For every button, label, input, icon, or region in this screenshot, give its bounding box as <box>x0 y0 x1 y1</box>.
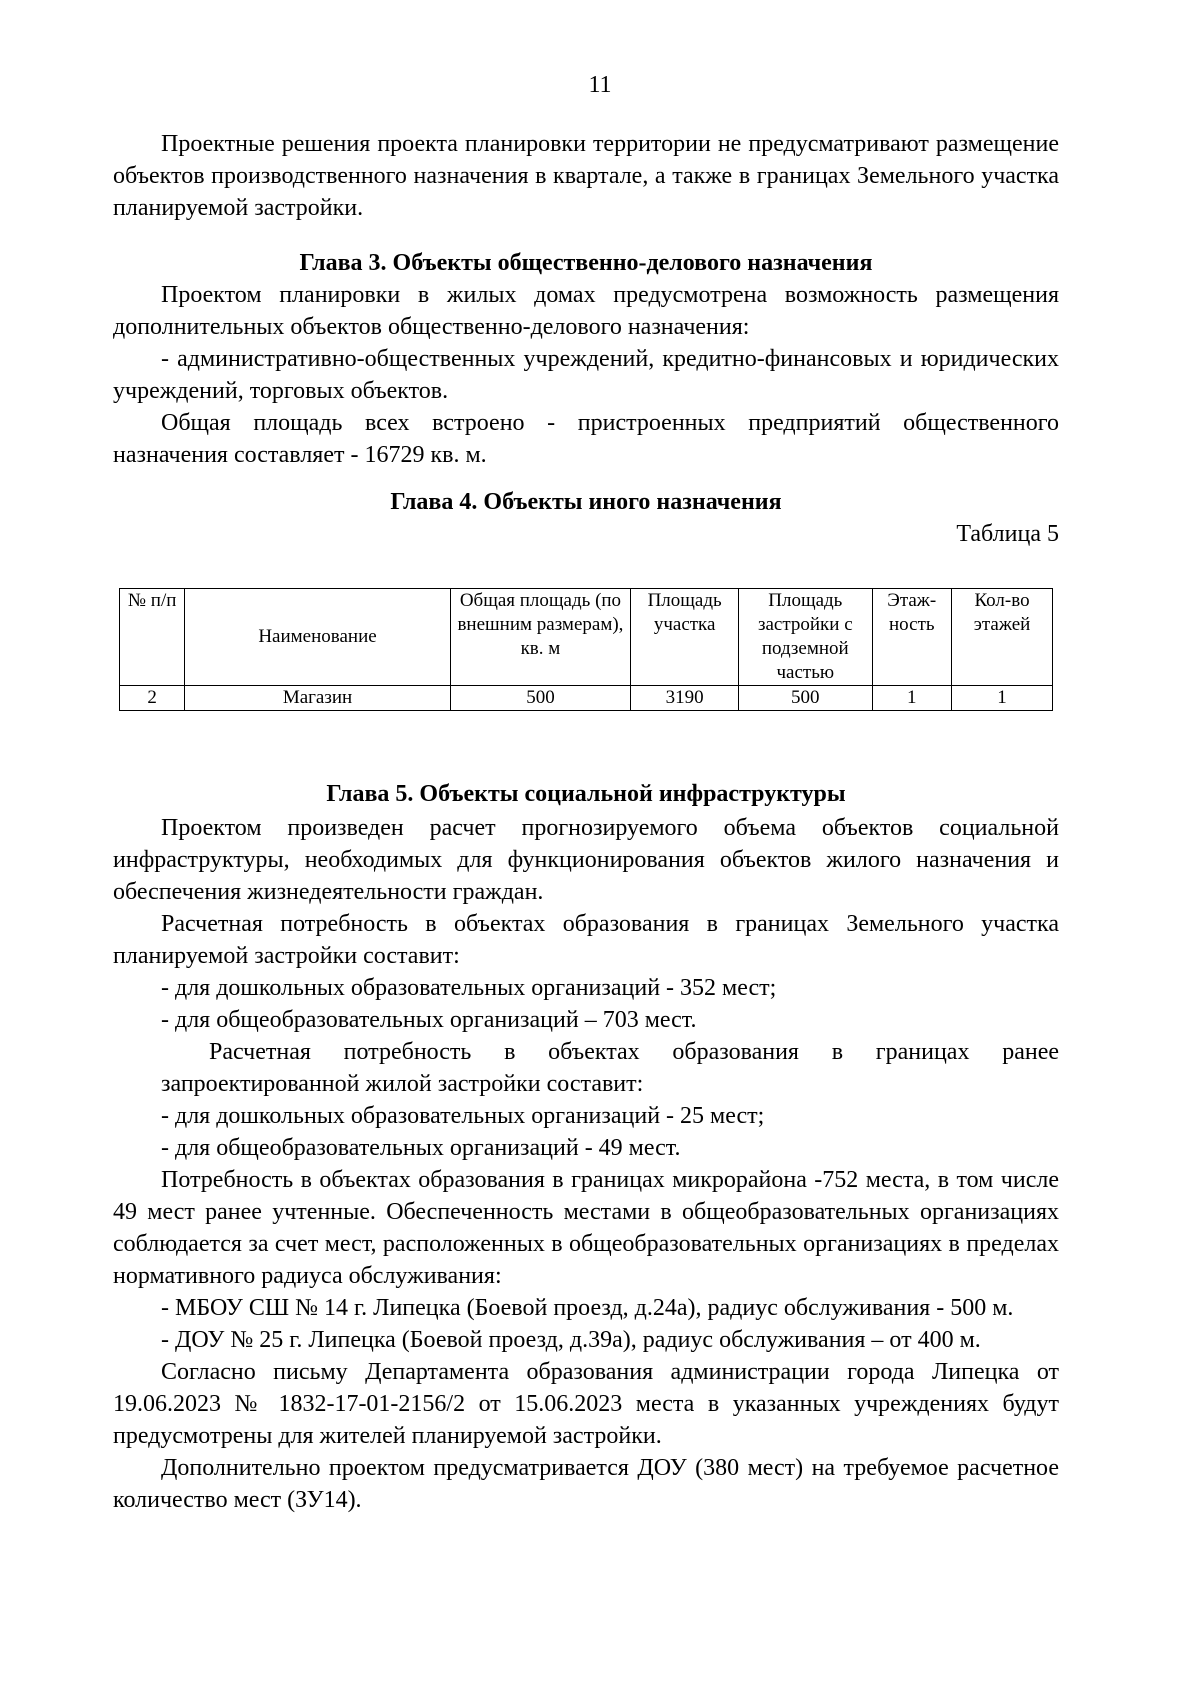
intro-paragraph: Проектные решения проекта планировки территории не предусматривают размещение объектов производственного назначения в квартале, а также в границах Земельного участка планируемой застройки. <box>113 131 1059 221</box>
cell-storeys: 1 <box>872 686 952 711</box>
header-floors-count: Кол-во этажей <box>952 589 1053 686</box>
chapter5-paragraph-5: - МБОУ СШ № 14 г. Липецка (Боевой проезд, д.24а), радиус обслуживания - 500 м. <box>161 1295 1014 1321</box>
chapter3-paragraph-3: Общая площадь всех встроено - пристроенных предприятий общественного назначения составляет - 16729 кв. м. <box>113 410 1059 468</box>
cell-name: Магазин <box>185 686 450 711</box>
objects-table <box>119 588 1053 711</box>
chapter5-paragraph-7: Согласно письму Департамента образования администрации города Липецка от 19.06.2023 № 1832-17-01-2156/2 от 15.06.2023 места в указанных учреждениях будут предусмотрены для жителей планируемой застройки. <box>113 1359 1059 1449</box>
page-number: 11 <box>588 72 612 98</box>
header-plot-area: Площадь участка <box>631 589 739 686</box>
header-built-area: Площадь застройки с подземной частью <box>739 589 872 686</box>
cell-built-area: 500 <box>739 686 872 711</box>
header-name: Наименование <box>185 589 450 686</box>
chapter5-paragraph-8: Дополнительно проектом предусматривается ДОУ (380 мест) на требуемое расчетное количество мест (ЗУ14). <box>113 1455 1059 1513</box>
chapter4-title: Глава 4. Объекты иного назначения <box>390 489 782 515</box>
cell-total-area: 500 <box>450 686 630 711</box>
chapter3-paragraph-1: Проектом планировки в жилых домах предусмотрена возможность размещения дополнительных объектов общественно-делового назначения: <box>113 282 1059 340</box>
table-row <box>120 686 1053 711</box>
list-item: - для общеобразовательных организаций - 49 мест. <box>161 1135 681 1161</box>
list-item: - для дошкольных образовательных организаций - 352 мест; <box>161 975 777 1001</box>
chapter3-body <box>113 279 1059 471</box>
chapter5-paragraph-3: Расчетная потребность в объектах образования в границах ранее запроектированной жилой застройки составит: <box>161 1039 1059 1097</box>
chapter5-paragraph-2: Расчетная потребность в объектах образования в границах Земельного участка планируемой застройки составит: <box>113 911 1059 969</box>
table-caption: Таблица 5 <box>956 521 1059 547</box>
chapter5-paragraph-1: Проектом произведен расчет прогнозируемого объема объектов социальной инфраструктуры, необходимых для функционирования объектов жилого назначения и обеспечения жизнедеятельности граждан. <box>113 815 1059 905</box>
table-header-row <box>120 589 1053 686</box>
list-item: - для дошкольных образовательных организаций - 25 мест; <box>161 1103 765 1129</box>
chapter5-body <box>113 812 1059 1516</box>
list-item: - для общеобразовательных организаций – 703 мест. <box>161 1007 697 1033</box>
chapter5-title: Глава 5. Объекты социальной инфраструктуры <box>326 781 846 807</box>
header-num: № п/п <box>120 589 185 686</box>
cell-num: 2 <box>120 686 185 711</box>
cell-plot-area: 3190 <box>631 686 739 711</box>
chapter5-paragraph-6: - ДОУ № 25 г. Липецка (Боевой проезд, д.39а), радиус обслуживания – от 400 м. <box>161 1327 981 1353</box>
header-storeys: Этаж-ность <box>872 589 952 686</box>
chapter5-paragraph-4: Потребность в объектах образования в границах микрорайона -752 места, в том числе 49 мест ранее учтенные. Обеспеченность местами в общеобразовательных организациях соблюдается за счет мест, расположенных в общеобразовательных организациях в пределах нормативного радиуса обслуживания: <box>113 1167 1059 1289</box>
intro-block <box>113 128 1059 224</box>
header-total-area: Общая площадь (по внешним размерам), кв. м <box>450 589 630 686</box>
chapter3-title: Глава 3. Объекты общественно-делового назначения <box>299 250 873 276</box>
cell-floors-count: 1 <box>952 686 1053 711</box>
chapter3-paragraph-2: - административно-общественных учреждений, кредитно-финансовых и юридических учреждений, торговых объектов. <box>113 346 1059 404</box>
